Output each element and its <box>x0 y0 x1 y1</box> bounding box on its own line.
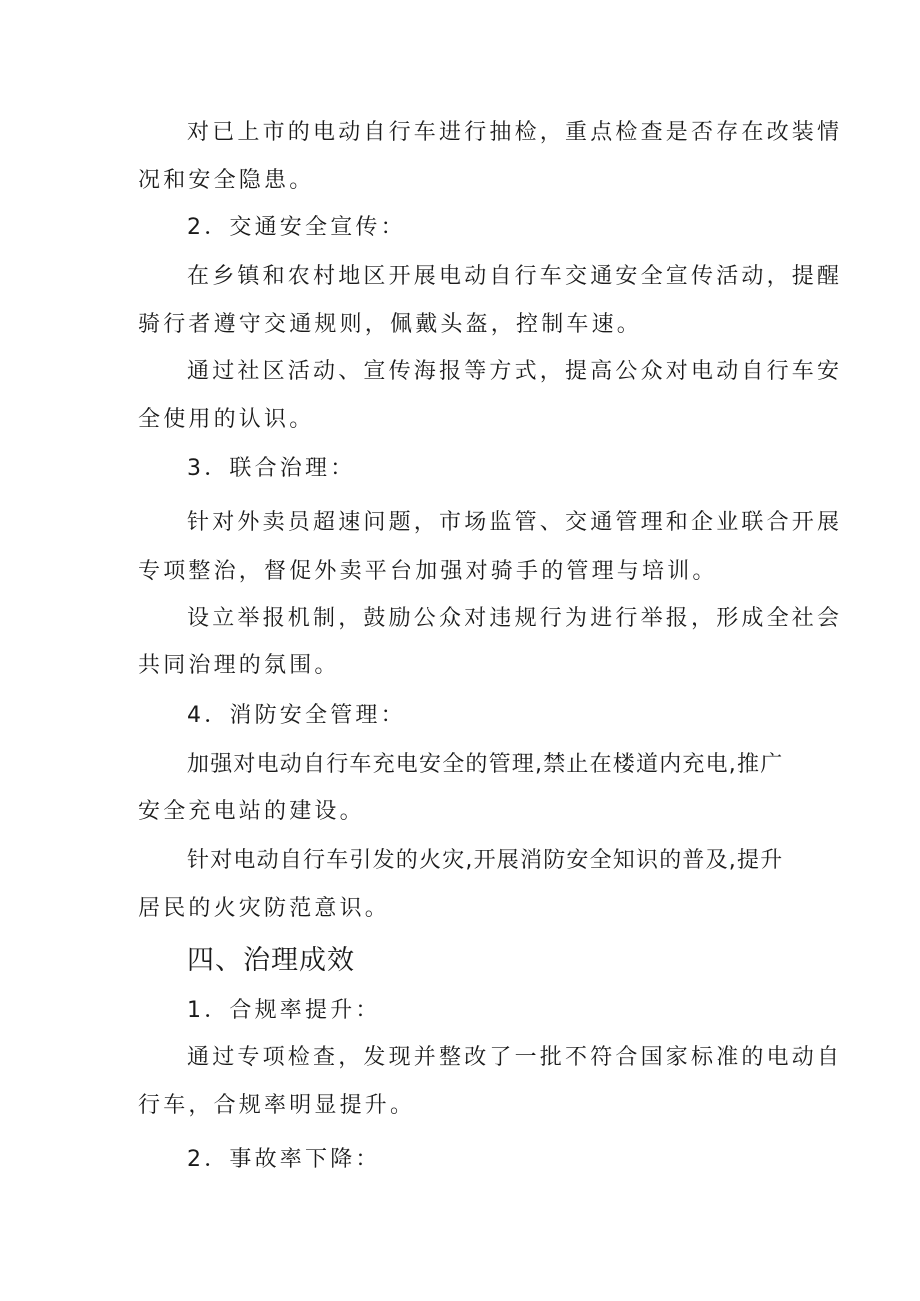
paragraph-line: 专项整治，督促外卖平台加强对骑手的管理与培训。 <box>138 559 718 584</box>
paragraph-line: 针对电动自行车引发的火灾,开展消防安全知识的普及,提升 <box>187 848 784 873</box>
subheading-traffic-safety: 2．交通安全宣传： <box>187 215 406 240</box>
paragraph-line: 居民的火灾防范意识。 <box>138 896 391 921</box>
paragraph-line: 共同治理的氛围。 <box>138 653 340 678</box>
paragraph-line: 安全充电站的建设。 <box>138 799 365 824</box>
subheading-compliance-rate: 1．合规率提升： <box>187 998 381 1023</box>
subheading-accident-rate: 2．事故率下降： <box>187 1147 381 1172</box>
paragraph-line: 加强对电动自行车充电安全的管理,禁止在楼道内充电,推广 <box>187 752 784 777</box>
paragraph-line: 通过社区活动、宣传海报等方式，提高公众对电动自行车安 <box>187 359 843 384</box>
paragraph-line: 行车，合规率明显提升。 <box>138 1093 416 1118</box>
paragraph-line: 对已上市的电动自行车进行抽检，重点检查是否存在改装情 <box>187 120 843 145</box>
paragraph-line: 通过专项检查，发现并整改了一批不符合国家标准的电动自 <box>187 1045 843 1070</box>
paragraph-line: 在乡镇和农村地区开展电动自行车交通安全宣传活动，提醒 <box>187 264 843 289</box>
subheading-joint-governance: 3．联合治理： <box>187 456 356 481</box>
paragraph-line: 全使用的认识。 <box>138 407 315 432</box>
paragraph-line: 针对外卖员超速问题，市场监管、交通管理和企业联合开展 <box>187 510 843 535</box>
paragraph-line: 骑行者遵守交通规则，佩戴头盔，控制车速。 <box>138 312 643 337</box>
paragraph-line: 设立举报机制，鼓励公众对违规行为进行举报，形成全社会 <box>187 606 843 631</box>
paragraph-line: 况和安全隐患。 <box>138 168 315 193</box>
section-heading-governance-results: 四、治理成效 <box>187 945 355 976</box>
subheading-fire-safety: 4．消防安全管理： <box>187 703 406 728</box>
